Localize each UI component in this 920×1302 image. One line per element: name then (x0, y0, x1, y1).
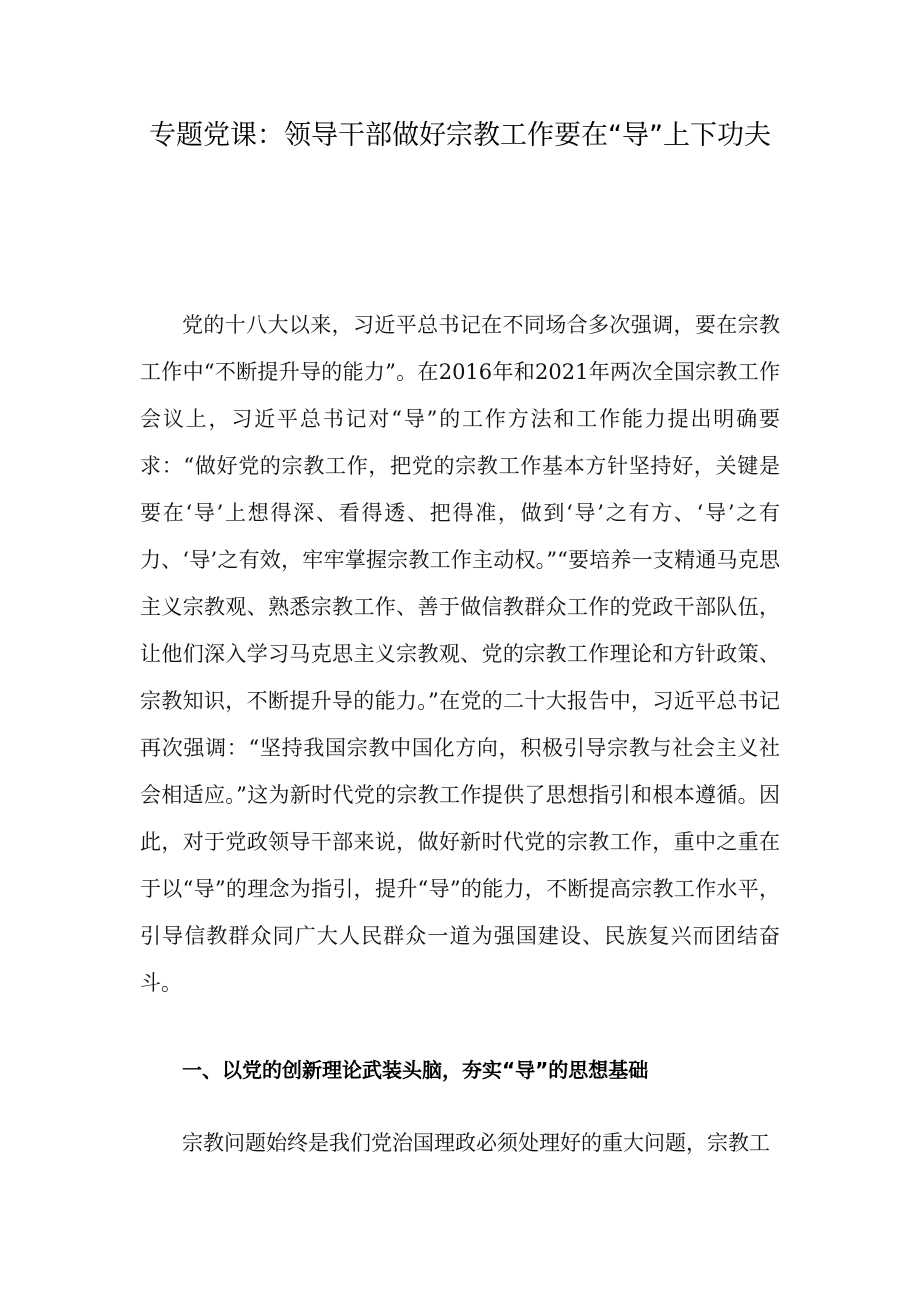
section-heading: 一、以党的创新理论武装头脑，夯实“导”的思想基础 (182, 1058, 649, 1082)
intro-paragraph: 党的十八大以来，习近平总书记在不同场合多次强调，要在宗教工作中“不断提升导的能力”。在2016年和2021年两次全国宗教工作会议上，习近平总书记对“导”的工作方法和工作能力提出明确要求：“做好党的宗教工作，把党的宗教工作基本方针坚持好，关键是要在‘导’上想得深、看得透、把得准，做到‘导’之有方、‘导’之有力、‘导’之有效，牢牢掌握宗教工作主动权。”“要培养一支精通马克思主义宗教观、熟悉宗教工作、善于做信教群众工作的党政干部队伍，让他们深入学习马克思主义宗教观、党的宗教工作理论和方针政策、宗教知识，不断提升导的能力。”在党的二十大报告中，习近平总书记再次强调：“坚持我国宗教中国化方向，积极引导宗教与社会主义社会相适应。”这为新时代党的宗教工作提供了思想指引和根本遵循。因此，对于党政领导干部来说，做好新时代党的宗教工作，重中之重在于以“导”的理念为指引，提升“导”的能力，不断提高宗教工作水平，引导信教群众同广大人民群众一道为强国建设、民族复兴而团结奋斗。 (140, 313, 780, 995)
section-paragraph: 宗教问题始终是我们党治国理政必须处理好的重大问题，宗教工 (182, 1131, 770, 1155)
document-title: 专题党课：领导干部做好宗教工作要在“导”上下功夫 (149, 120, 771, 151)
